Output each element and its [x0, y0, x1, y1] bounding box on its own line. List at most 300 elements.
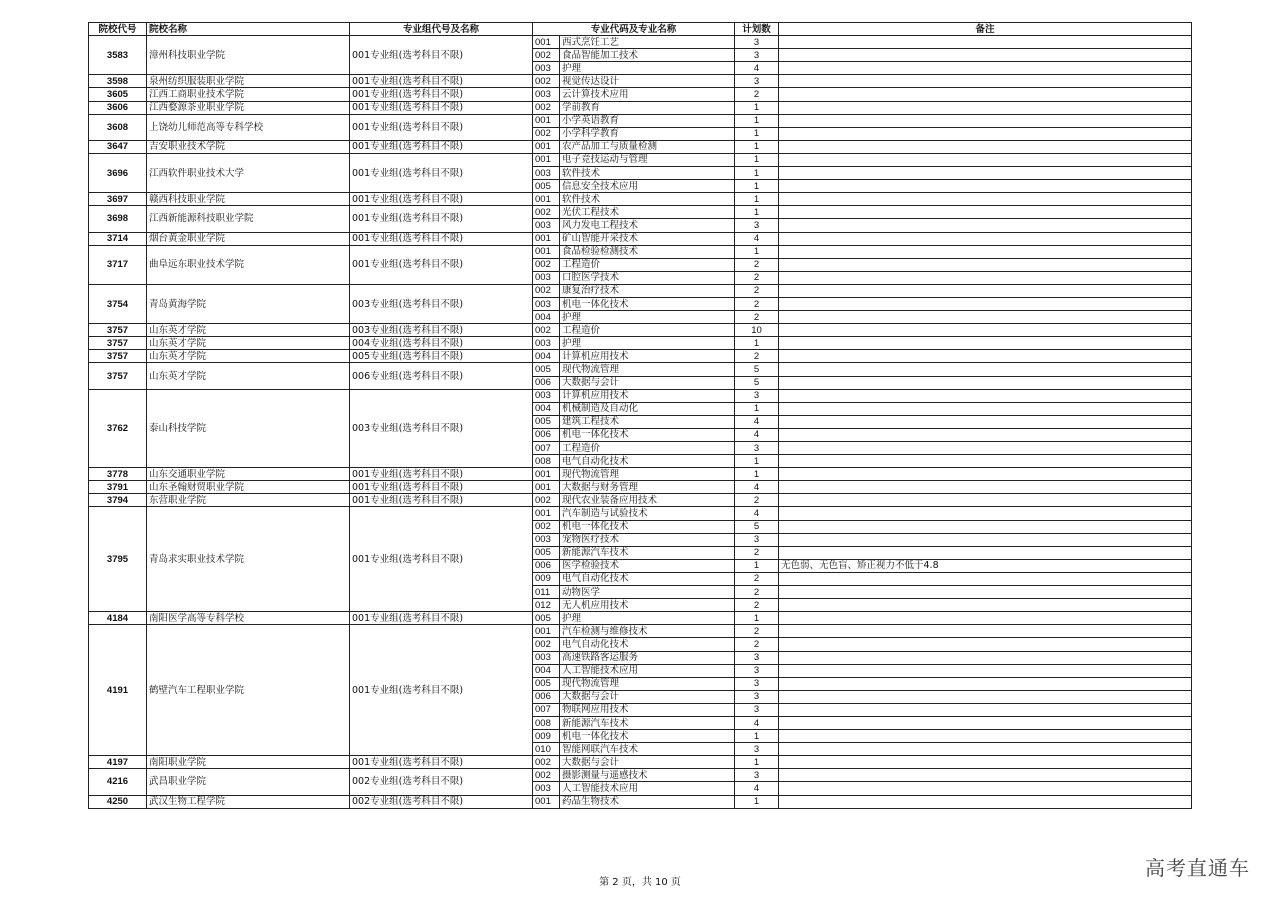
- school-code: 3757: [89, 337, 147, 350]
- school-code: 3698: [89, 206, 147, 232]
- note: [779, 546, 1192, 559]
- table-row: [89, 193, 1192, 206]
- school-name: 烟台黄金职业学院: [147, 232, 350, 245]
- note: [779, 468, 1192, 481]
- plan-count: 1: [735, 153, 779, 166]
- table-body: [89, 36, 1192, 809]
- major-code: 003: [533, 533, 560, 546]
- note: [779, 180, 1192, 193]
- school-name: 武汉生物工程学院: [147, 795, 350, 808]
- major-code: 007: [533, 442, 560, 455]
- major-code: 002: [533, 75, 560, 88]
- note: [779, 756, 1192, 769]
- plan-count: 2: [735, 297, 779, 310]
- note: [779, 219, 1192, 232]
- note: [779, 677, 1192, 690]
- major-name: 机电一体化技术: [560, 428, 735, 441]
- major-name: 机械制造及自动化: [560, 402, 735, 415]
- major-name: 大数据与会计: [560, 690, 735, 703]
- major-group: 006专业组(选考科目不限): [350, 363, 533, 389]
- school-name: 青岛求实职业技术学院: [147, 507, 350, 612]
- major-code: 001: [533, 36, 560, 49]
- major-name: 现代物流管理: [560, 363, 735, 376]
- major-group: 001专业组(选考科目不限): [350, 481, 533, 494]
- plan-count: 1: [735, 559, 779, 572]
- table-row: [89, 612, 1192, 625]
- major-name: 大数据与会计: [560, 376, 735, 389]
- major-code: 005: [533, 612, 560, 625]
- table-row: [89, 284, 1192, 297]
- major-group: 003专业组(选考科目不限): [350, 324, 533, 337]
- note: [779, 520, 1192, 533]
- note: [779, 599, 1192, 612]
- note: [779, 337, 1192, 350]
- major-name: 动物医学: [560, 586, 735, 599]
- table-row: [89, 795, 1192, 808]
- plan-count: 10: [735, 324, 779, 337]
- plan-count: 2: [735, 88, 779, 101]
- major-code: 002: [533, 258, 560, 271]
- school-code: 3714: [89, 232, 147, 245]
- major-name: 软件技术: [560, 167, 735, 180]
- plan-count: 1: [735, 245, 779, 258]
- page-number: 第 2 页，共 10 页: [599, 877, 681, 888]
- header-school-name: 院校名称: [147, 23, 350, 36]
- major-name: 人工智能技术应用: [560, 664, 735, 677]
- note: [779, 36, 1192, 49]
- major-group: 001专业组(选考科目不限): [350, 494, 533, 507]
- school-code: 3791: [89, 481, 147, 494]
- school-code: 3795: [89, 507, 147, 612]
- major-name: 云计算技术应用: [560, 88, 735, 101]
- school-code: 3754: [89, 284, 147, 323]
- major-name: 现代农业装备应用技术: [560, 494, 735, 507]
- school-code: 3583: [89, 36, 147, 75]
- table-row: [89, 232, 1192, 245]
- major-name: 电气自动化技术: [560, 455, 735, 468]
- plan-count: 2: [735, 494, 779, 507]
- major-group: 001专业组(选考科目不限): [350, 468, 533, 481]
- school-code: 3757: [89, 324, 147, 337]
- major-code: 011: [533, 586, 560, 599]
- major-name: 建筑工程技术: [560, 415, 735, 428]
- table-row: [89, 494, 1192, 507]
- major-code: 002: [533, 49, 560, 62]
- note: [779, 245, 1192, 258]
- major-name: 机电一体化技术: [560, 297, 735, 310]
- plan-count: 2: [735, 599, 779, 612]
- plan-count: 2: [735, 311, 779, 324]
- note: [779, 206, 1192, 219]
- plan-count: 1: [735, 612, 779, 625]
- major-name: 智能网联汽车技术: [560, 743, 735, 756]
- plan-count: 4: [735, 716, 779, 729]
- note: [779, 324, 1192, 337]
- school-code: 3598: [89, 75, 147, 88]
- major-name: 汽车制造与试验技术: [560, 507, 735, 520]
- note: [779, 193, 1192, 206]
- note: [779, 376, 1192, 389]
- major-name: 食品检验检测技术: [560, 245, 735, 258]
- plan-count: 1: [735, 140, 779, 153]
- table-row: [89, 337, 1192, 350]
- plan-count: 1: [735, 730, 779, 743]
- major-name: 汽车检测与维修技术: [560, 625, 735, 638]
- note: [779, 389, 1192, 402]
- note: [779, 442, 1192, 455]
- school-name: 山东英才学院: [147, 350, 350, 363]
- school-code: 3794: [89, 494, 147, 507]
- school-name: 江西新能源科技职业学院: [147, 206, 350, 232]
- major-code: 001: [533, 153, 560, 166]
- major-group: 001专业组(选考科目不限): [350, 193, 533, 206]
- plan-count: 3: [735, 389, 779, 402]
- table-row: [89, 389, 1192, 402]
- major-name: 小学科学教育: [560, 127, 735, 140]
- major-name: 物联网应用技术: [560, 703, 735, 716]
- note: [779, 415, 1192, 428]
- table-row: [89, 324, 1192, 337]
- table-row: [89, 114, 1192, 127]
- major-code: 006: [533, 559, 560, 572]
- major-name: 电子竞技运动与管理: [560, 153, 735, 166]
- school-code: 3717: [89, 245, 147, 284]
- plan-count: 2: [735, 546, 779, 559]
- school-code: 3757: [89, 350, 147, 363]
- major-name: 护理: [560, 337, 735, 350]
- note: [779, 363, 1192, 376]
- major-group: 001专业组(选考科目不限): [350, 36, 533, 75]
- plan-count: 1: [735, 193, 779, 206]
- table-row: [89, 769, 1192, 782]
- major-code: 003: [533, 297, 560, 310]
- major-name: 无人机应用技术: [560, 599, 735, 612]
- school-code: 3606: [89, 101, 147, 114]
- note: [779, 703, 1192, 716]
- school-code: 3647: [89, 140, 147, 153]
- plan-count: 2: [735, 271, 779, 284]
- major-name: 新能源汽车技术: [560, 716, 735, 729]
- major-group: 001专业组(选考科目不限): [350, 612, 533, 625]
- plan-count: 3: [735, 743, 779, 756]
- plan-count: 3: [735, 690, 779, 703]
- table-row: [89, 468, 1192, 481]
- note: [779, 350, 1192, 363]
- major-name: 小学英语教育: [560, 114, 735, 127]
- note: [779, 49, 1192, 62]
- major-group: 001专业组(选考科目不限): [350, 507, 533, 612]
- major-code: 008: [533, 455, 560, 468]
- school-code: 4184: [89, 612, 147, 625]
- school-name: 南阳职业学院: [147, 756, 350, 769]
- plan-count: 4: [735, 507, 779, 520]
- major-name: 康复治疗技术: [560, 284, 735, 297]
- major-code: 004: [533, 402, 560, 415]
- major-name: 软件技术: [560, 193, 735, 206]
- plan-count: 1: [735, 206, 779, 219]
- major-group: 001专业组(选考科目不限): [350, 101, 533, 114]
- note: [779, 167, 1192, 180]
- school-name: 鹤壁汽车工程职业学院: [147, 625, 350, 756]
- table-row: [89, 363, 1192, 376]
- major-code: 001: [533, 481, 560, 494]
- school-name: 武昌职业学院: [147, 769, 350, 795]
- major-name: 农产品加工与质量检测: [560, 140, 735, 153]
- major-code: 001: [533, 625, 560, 638]
- note: [779, 127, 1192, 140]
- note: [779, 769, 1192, 782]
- major-name: 视觉传达设计: [560, 75, 735, 88]
- note: [779, 101, 1192, 114]
- note: [779, 232, 1192, 245]
- plan-count: 4: [735, 232, 779, 245]
- major-code: 002: [533, 520, 560, 533]
- major-name: 新能源汽车技术: [560, 546, 735, 559]
- note: [779, 507, 1192, 520]
- plan-count: 3: [735, 75, 779, 88]
- note: [779, 625, 1192, 638]
- school-code: 3778: [89, 468, 147, 481]
- major-code: 002: [533, 769, 560, 782]
- major-code: 003: [533, 389, 560, 402]
- major-code: 003: [533, 271, 560, 284]
- school-name: 江西工商职业技术学院: [147, 88, 350, 101]
- major-code: 002: [533, 206, 560, 219]
- major-group: 001专业组(选考科目不限): [350, 88, 533, 101]
- major-code: 007: [533, 703, 560, 716]
- note: [779, 284, 1192, 297]
- major-name: 工程造价: [560, 258, 735, 271]
- note: [779, 428, 1192, 441]
- major-group: 001专业组(选考科目不限): [350, 206, 533, 232]
- note: [779, 494, 1192, 507]
- major-group: 004专业组(选考科目不限): [350, 337, 533, 350]
- major-name: 人工智能技术应用: [560, 782, 735, 795]
- note: [779, 402, 1192, 415]
- major-code: 008: [533, 716, 560, 729]
- table-row: [89, 507, 1192, 520]
- plan-count: 3: [735, 703, 779, 716]
- major-name: 信息安全技术应用: [560, 180, 735, 193]
- note: [779, 140, 1192, 153]
- school-code: 4250: [89, 795, 147, 808]
- plan-count: 2: [735, 638, 779, 651]
- major-name: 大数据与财务管理: [560, 481, 735, 494]
- school-name: 南阳医学高等专科学校: [147, 612, 350, 625]
- major-name: 电气自动化技术: [560, 638, 735, 651]
- school-name: 山东英才学院: [147, 324, 350, 337]
- plan-count: 4: [735, 62, 779, 75]
- header-school-code: 院校代号: [89, 23, 147, 36]
- table-row: [89, 88, 1192, 101]
- major-code: 001: [533, 245, 560, 258]
- note: [779, 716, 1192, 729]
- major-name: 药品生物技术: [560, 795, 735, 808]
- major-group: 001专业组(选考科目不限): [350, 625, 533, 756]
- school-code: 3696: [89, 153, 147, 192]
- table-row: [89, 206, 1192, 219]
- plan-count: 4: [735, 481, 779, 494]
- school-code: 3762: [89, 389, 147, 468]
- note: [779, 743, 1192, 756]
- major-name: 护理: [560, 612, 735, 625]
- major-group: 001专业组(选考科目不限): [350, 114, 533, 140]
- plan-count: 4: [735, 415, 779, 428]
- major-name: 机电一体化技术: [560, 730, 735, 743]
- plan-count: 1: [735, 337, 779, 350]
- major-name: 工程造价: [560, 324, 735, 337]
- note: [779, 782, 1192, 795]
- plan-count: 1: [735, 468, 779, 481]
- major-group: 003专业组(选考科目不限): [350, 389, 533, 468]
- major-name: 机电一体化技术: [560, 520, 735, 533]
- major-name: 护理: [560, 62, 735, 75]
- table-header: [89, 23, 1192, 36]
- note: [779, 271, 1192, 284]
- note: [779, 75, 1192, 88]
- watermark-logo: 高考直通车: [1145, 856, 1250, 880]
- plan-count: 5: [735, 363, 779, 376]
- major-group: 001专业组(选考科目不限): [350, 756, 533, 769]
- plan-count: 1: [735, 402, 779, 415]
- school-name: 泰山科技学院: [147, 389, 350, 468]
- plan-count: 5: [735, 376, 779, 389]
- major-code: 002: [533, 324, 560, 337]
- plan-count: 3: [735, 36, 779, 49]
- major-name: 护理: [560, 311, 735, 324]
- school-name: 东营职业学院: [147, 494, 350, 507]
- school-code: 4197: [89, 756, 147, 769]
- major-name: 食品智能加工技术: [560, 49, 735, 62]
- table-row: [89, 153, 1192, 166]
- major-group: 001专业组(选考科目不限): [350, 153, 533, 192]
- major-code: 009: [533, 730, 560, 743]
- plan-count: 2: [735, 586, 779, 599]
- major-name: 西式烹饪工艺: [560, 36, 735, 49]
- major-name: 高速铁路客运服务: [560, 651, 735, 664]
- note: [779, 572, 1192, 585]
- major-code: 003: [533, 219, 560, 232]
- school-name: 山东英才学院: [147, 337, 350, 350]
- major-code: 002: [533, 101, 560, 114]
- plan-count: 1: [735, 180, 779, 193]
- school-code: 3757: [89, 363, 147, 389]
- major-code: 010: [533, 743, 560, 756]
- major-code: 003: [533, 337, 560, 350]
- major-group: 001专业组(选考科目不限): [350, 232, 533, 245]
- major-name: 宠物医疗技术: [560, 533, 735, 546]
- table-row: [89, 481, 1192, 494]
- major-code: 002: [533, 756, 560, 769]
- major-code: 003: [533, 782, 560, 795]
- header-note: 备注: [779, 23, 1192, 36]
- plan-count: 1: [735, 127, 779, 140]
- plan-count: 1: [735, 114, 779, 127]
- note: [779, 533, 1192, 546]
- school-name: 江西软件职业技术大学: [147, 153, 350, 192]
- note: [779, 795, 1192, 808]
- school-name: 江西婺源茶业职业学院: [147, 101, 350, 114]
- note: [779, 88, 1192, 101]
- plan-count: 3: [735, 442, 779, 455]
- major-name: 风力发电工程技术: [560, 219, 735, 232]
- plan-count: 4: [735, 782, 779, 795]
- note: 无色弱、无色盲、矫正视力不低于4.8: [779, 559, 1192, 572]
- plan-count: 3: [735, 769, 779, 782]
- note: [779, 612, 1192, 625]
- table-row: [89, 245, 1192, 258]
- school-name: 吉安职业技术学院: [147, 140, 350, 153]
- header-group: 专业组代号及名称: [350, 23, 533, 36]
- major-code: 005: [533, 180, 560, 193]
- major-name: 现代物流管理: [560, 677, 735, 690]
- plan-count: 2: [735, 572, 779, 585]
- note: [779, 455, 1192, 468]
- major-group: 005专业组(选考科目不限): [350, 350, 533, 363]
- major-code: 001: [533, 795, 560, 808]
- major-group: 001专业组(选考科目不限): [350, 75, 533, 88]
- school-name: 山东英才学院: [147, 363, 350, 389]
- note: [779, 258, 1192, 271]
- major-code: 005: [533, 363, 560, 376]
- school-name: 上饶幼儿师范高等专科学校: [147, 114, 350, 140]
- major-name: 计算机应用技术: [560, 389, 735, 402]
- major-code: 003: [533, 62, 560, 75]
- school-name: 赣西科技职业学院: [147, 193, 350, 206]
- major-group: 003专业组(选考科目不限): [350, 284, 533, 323]
- plan-count: 3: [735, 664, 779, 677]
- major-code: 001: [533, 232, 560, 245]
- major-code: 006: [533, 376, 560, 389]
- major-code: 001: [533, 507, 560, 520]
- note: [779, 481, 1192, 494]
- major-code: 003: [533, 88, 560, 101]
- school-name: 山东交通职业学院: [147, 468, 350, 481]
- school-name: 曲阜远东职业技术学院: [147, 245, 350, 284]
- school-name: 泉州纺织服装职业学院: [147, 75, 350, 88]
- plan-count: 2: [735, 625, 779, 638]
- major-code: 002: [533, 494, 560, 507]
- note: [779, 664, 1192, 677]
- note: [779, 114, 1192, 127]
- plan-count: 1: [735, 795, 779, 808]
- header-plan: 计划数: [735, 23, 779, 36]
- major-code: 002: [533, 284, 560, 297]
- major-name: 摄影测量与遥感技术: [560, 769, 735, 782]
- plan-count: 3: [735, 533, 779, 546]
- major-code: 002: [533, 127, 560, 140]
- major-code: 005: [533, 677, 560, 690]
- table-row: [89, 75, 1192, 88]
- note: [779, 638, 1192, 651]
- major-code: 003: [533, 167, 560, 180]
- school-name: 山东圣翰财贸职业学院: [147, 481, 350, 494]
- note: [779, 153, 1192, 166]
- major-group: 002专业组(选考科目不限): [350, 769, 533, 795]
- major-code: 004: [533, 311, 560, 324]
- major-name: 学前教育: [560, 101, 735, 114]
- major-code: 001: [533, 468, 560, 481]
- plan-count: 2: [735, 350, 779, 363]
- school-code: 3608: [89, 114, 147, 140]
- plan-count: 3: [735, 651, 779, 664]
- note: [779, 297, 1192, 310]
- major-name: 计算机应用技术: [560, 350, 735, 363]
- admission-plan-table: [88, 22, 1192, 809]
- major-code: 002: [533, 638, 560, 651]
- major-code: 003: [533, 651, 560, 664]
- plan-count: 3: [735, 677, 779, 690]
